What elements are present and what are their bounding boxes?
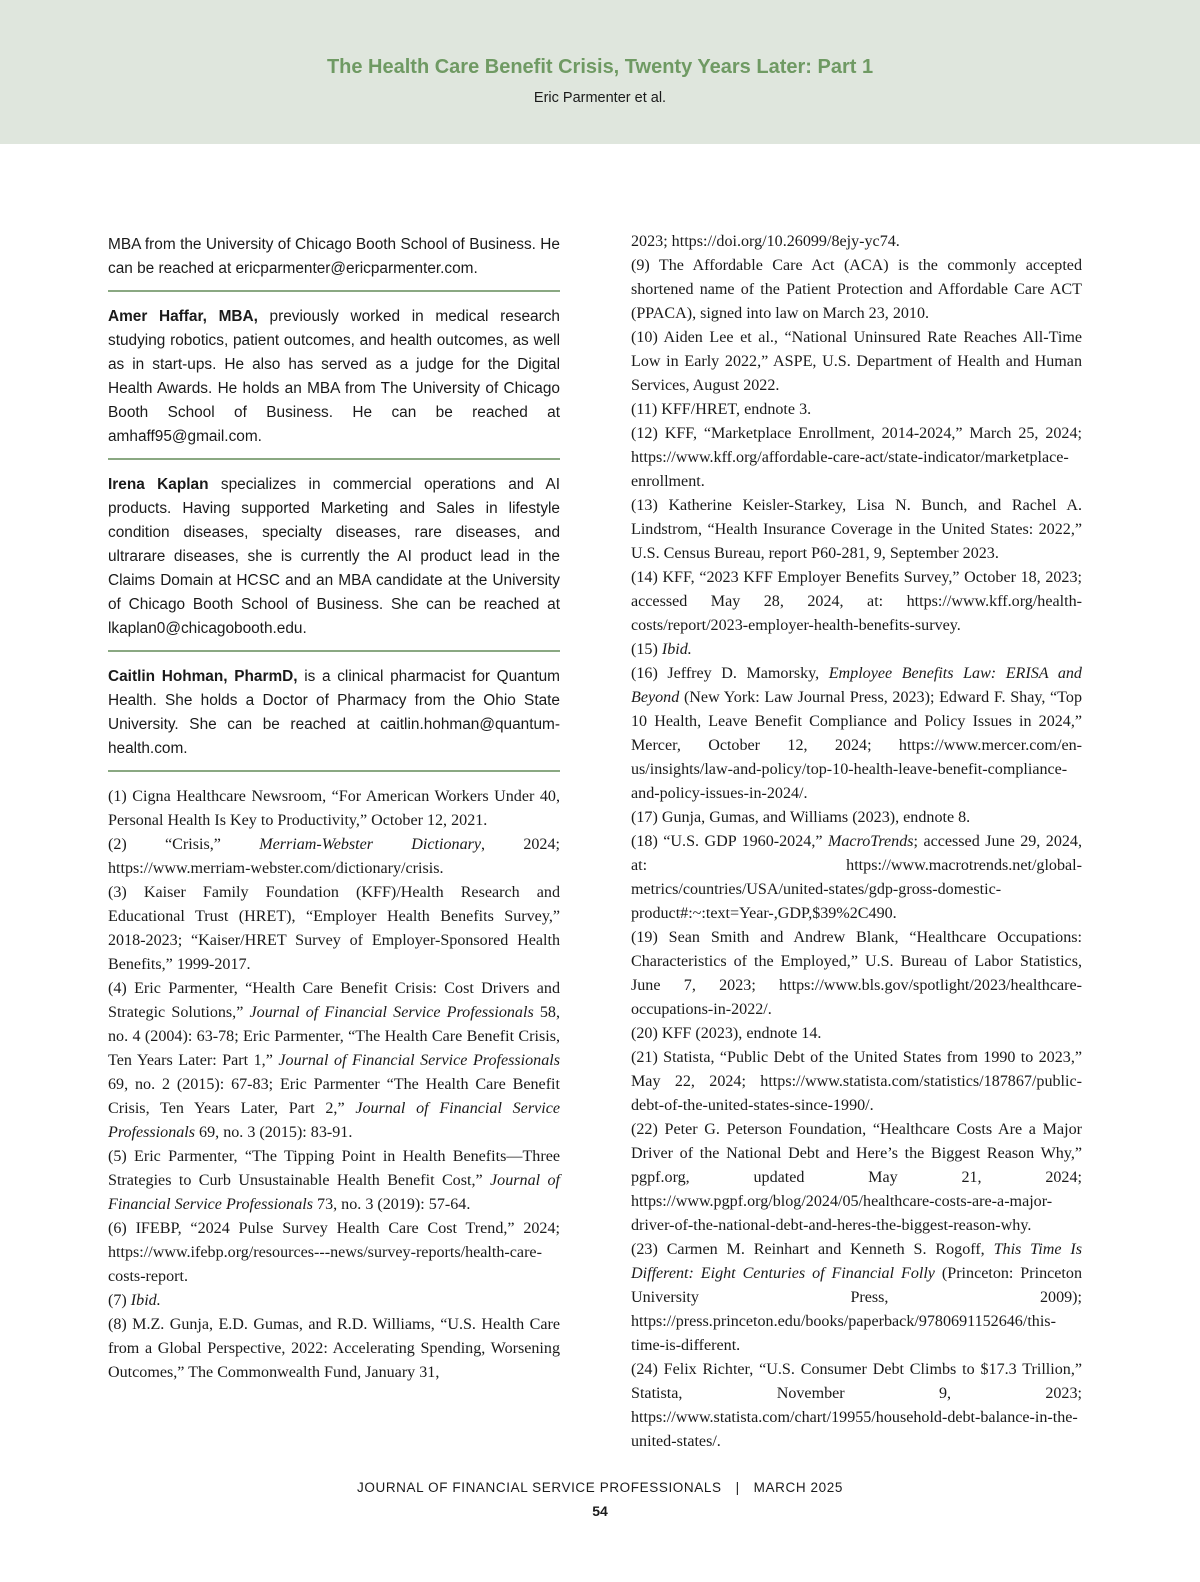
author-bio <box>108 473 560 641</box>
endnote: (6) IFEBP, “2024 Pulse Survey Health Care Cost Trend,” 2024; https://www.ifebp.org/resources---news/survey-reports/health-care-costs-report. <box>108 1220 560 1285</box>
endnote: (2) “Crisis,” Merriam-Webster Dictionary, 2024; https://www.merriam-webster.com/dictionary/crisis. <box>108 836 560 877</box>
footer-separator: | <box>735 1480 740 1495</box>
author-name: Irena Kaplan <box>108 476 209 493</box>
endnote: (4) Eric Parmenter, “Health Care Benefit Crisis: Cost Drivers and Strategic Solutions,” Journal of Financial Service Professionals 58, no. 4 (2004): 63-78; Eric Parmenter, “The Health Care Benefit Crisis, Ten Years Later: Part 1,” Journal of Financial Service Professionals 69, no. 2 (2015): 67-83; Eric Parmenter “The Health Care Benefit Crisis, Ten Years Later, Part 2,” Journal of Financial Service Professionals 69, no. 3 (2015): 83-91. <box>108 980 560 1141</box>
endnote: (9) The Affordable Care Act (ACA) is the commonly accepted shortened name of the Patient Protection and Affordable Care ACT (PPACA), signed into law on March 23, 2010. <box>631 257 1082 322</box>
endnote: (1) Cigna Healthcare Newsroom, “For American Workers Under 40, Personal Health Is Key to Productivity,” October 12, 2021. <box>108 788 560 829</box>
author-bio-text: is a clinical pharmacist for Quantum Health. She holds a Doctor of Pharmacy from the Ohio State University. She can be reached at caitlin.hohman@quantum-health.com. <box>108 668 560 757</box>
author-name: Amer Haffar, MBA, <box>108 308 258 325</box>
article-title: The Health Care Benefit Crisis, Twenty Years Later: Part 1 <box>326 56 874 78</box>
page-header <box>0 0 1200 144</box>
endnotes-right <box>631 230 1082 1454</box>
endnote: 2023; https://doi.org/10.26099/8ejy-yc74. <box>631 233 900 250</box>
left-column <box>108 233 560 1385</box>
author-bio-text: previously worked in medical research studying robotics, patient outcomes, and health outcomes, as well as in start-ups. He also has served as a judge for the Digital Health Awards. He holds an MBA from The University of Chicago Booth School of Business. He can be reached at amhaff95@gmail.com. <box>108 308 560 445</box>
endnote: (18) “U.S. GDP 1960-2024,” MacroTrends; accessed June 29, 2024, at: https://www.macrotrends.net/global-metrics/countries/USA/united-states/gdp-gross-domestic-product#:~:text=Year-,GDP,$39%2C490. <box>631 833 1082 922</box>
author-bio <box>108 305 560 449</box>
journal-name: JOURNAL OF FINANCIAL SERVICE PROFESSIONALS <box>357 1480 722 1495</box>
footer-journal-line <box>0 1480 1200 1495</box>
endnote: (5) Eric Parmenter, “The Tipping Point in Health Benefits—Three Strategies to Curb Unsustainable Health Benefit Cost,” Journal of Financial Service Professionals 73, no. 3 (2019): 57-64. <box>108 1148 561 1213</box>
endnote: (24) Felix Richter, “U.S. Consumer Debt Climbs to $17.3 Trillion,” Statista, November 9, 2023; https://www.statista.com/chart/19955/household-debt-balance-in-the-united-states/. <box>631 1361 1082 1450</box>
endnote: (3) Kaiser Family Foundation (KFF)/Health Research and Educational Trust (HRET), “Employer Health Benefits Survey,” 2018-2023; “Kaiser/HRET Survey of Employer-Sponsored Health Benefits,” 1999-2017. <box>108 884 560 973</box>
endnote: (22) Peter G. Peterson Foundation, “Healthcare Costs Are a Major Driver of the National Debt and Here’s the Biggest Reason Why,” pgpf.org, updated May 21, 2024; https://www.pgpf.org/blog/2024/05/healthcare-costs-are-a-major-driver-of-the-national-debt-and-heres-the-biggest-reason-why. <box>631 1121 1082 1234</box>
page-number: 54 <box>592 1503 608 1519</box>
divider <box>108 458 560 460</box>
endnote: (8) M.Z. Gunja, E.D. Gumas, and R.D. Williams, “U.S. Health Care from a Global Perspective, 2022: Accelerating Spending, Worsening Outcomes,” The Commonwealth Fund, January 31, <box>108 1316 560 1381</box>
divider <box>108 770 560 772</box>
author-bio-text: MBA from the University of Chicago Booth School of Business. He can be reached at ericparmenter@ericparmenter.com. <box>108 236 560 277</box>
endnote: (15) Ibid. <box>631 641 692 658</box>
endnote: (12) KFF, “Marketplace Enrollment, 2014-2024,” March 25, 2024; https://www.kff.org/affordable-care-act/state-indicator/marketplace-enrollment. <box>631 425 1082 490</box>
endnote: (11) KFF/HRET, endnote 3. <box>631 401 812 418</box>
endnote: (13) Katherine Keisler-Starkey, Lisa N. Bunch, and Rachel A. Lindstrom, “Health Insurance Coverage in the United States: 2022,” U.S. Census Bureau, report P60-281, 9, September 2023. <box>631 497 1082 562</box>
endnote: (20) KFF (2023), endnote 14. <box>631 1025 822 1042</box>
author-name: Caitlin Hohman, PharmD, <box>108 668 298 685</box>
author-bio-text: specializes in commercial operations and AI products. Having supported Marketing and Sales in lifestyle condition diseases, specialty diseases, rare diseases, and ultrarare diseases, she is currently the AI product lead in the Claims Domain at HCSC and an MBA candidate at the University of Chicago Booth School of Business. She can be reached at lkaplan0@chicagobooth.edu. <box>108 476 560 637</box>
endnote: (23) Carmen M. Reinhart and Kenneth S. Rogoff, This Time Is Different: Eight Centuries of Financial Folly (Princeton: Princeton University Press, 2009); https://press.princeton.edu/books/paperback/9780691152646/this-time-is-different. <box>631 1241 1082 1354</box>
endnote: (21) Statista, “Public Debt of the United States from 1990 to 2023,” May 22, 2024; https://www.statista.com/statistics/187867/public-debt-of-the-united-states-since-1990/. <box>631 1049 1082 1114</box>
endnotes-left <box>108 785 560 1385</box>
endnote: (10) Aiden Lee et al., “National Uninsured Rate Reaches All-Time Low in Early 2022,” ASPE, U.S. Department of Health and Human Services, August 2022. <box>631 329 1082 394</box>
endnote: (17) Gunja, Gumas, and Williams (2023), endnote 8. <box>631 809 971 826</box>
article-authors: Eric Parmenter et al. <box>533 90 667 106</box>
divider <box>108 290 560 292</box>
divider <box>108 650 560 652</box>
endnote: (16) Jeffrey D. Mamorsky, Employee Benefits Law: ERISA and Beyond (New York: Law Journal Press, 2023); Edward F. Shay, “Top 10 Health, Leave Benefit Compliance and Policy Issues in 2024,” Mercer, October 12, 2024; https://www.mercer.com/en-us/insights/law-and-policy/top-10-health-leave-benefit-compliance-and-policy-issues-in-2024/. <box>631 665 1082 802</box>
endnote: (7) Ibid. <box>108 1292 161 1309</box>
author-bio <box>108 233 560 281</box>
right-column <box>631 230 1082 1454</box>
endnote: (14) KFF, “2023 KFF Employer Benefits Survey,” October 18, 2023; accessed May 28, 2024, at: https://www.kff.org/health-costs/report/2023-employer-health-benefits-survey. <box>631 569 1082 634</box>
endnote: (19) Sean Smith and Andrew Blank, “Healthcare Occupations: Characteristics of the Employed,” U.S. Bureau of Labor Statistics, June 7, 2023; https://www.bls.gov/spotlight/2023/healthcare-occupations-in-2022/. <box>631 929 1082 1018</box>
issue-date: MARCH 2025 <box>753 1480 843 1495</box>
author-bio <box>108 665 560 761</box>
